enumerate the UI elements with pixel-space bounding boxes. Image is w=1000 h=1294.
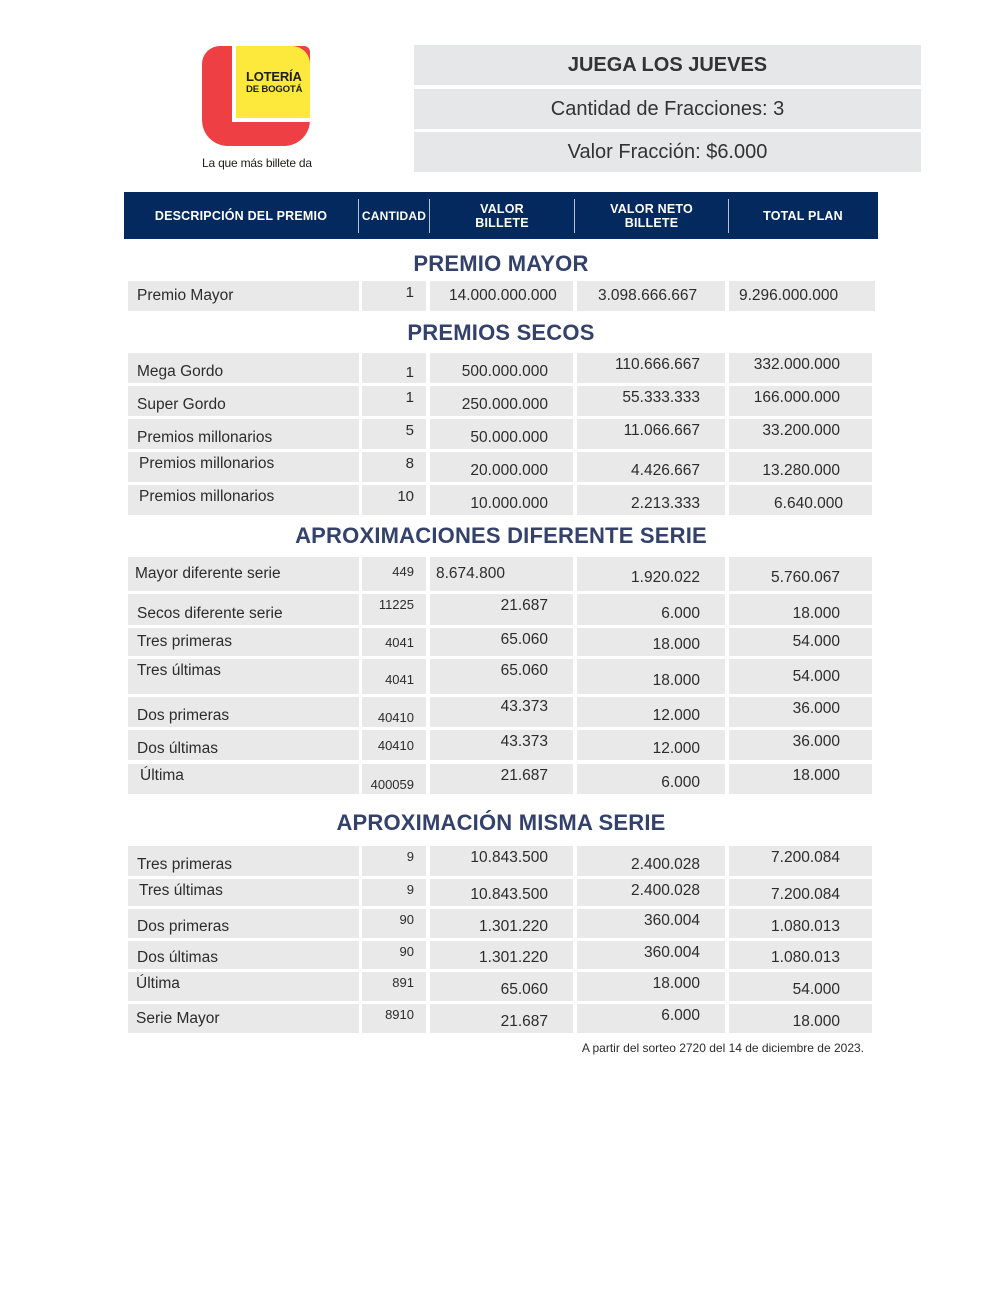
logo-text-line1: LOTERÍA (246, 69, 302, 84)
row-quantity: 8910 (362, 1004, 426, 1033)
row-description: Dos últimas (128, 730, 359, 760)
row-description: Super Gordo (128, 386, 359, 416)
table-header (124, 192, 878, 239)
section-title-premios-secos: PREMIOS SECOS (407, 320, 595, 345)
row-total-plan: 36.000 (729, 697, 872, 727)
row-quantity: 90 (362, 941, 426, 969)
row-value: 65.060 (430, 628, 573, 656)
row-description: Tres primeras (128, 846, 359, 876)
row-value: 50.000.000 (430, 419, 573, 449)
row-net-value: 110.666.667 (577, 353, 725, 383)
loteria-logo (202, 46, 310, 146)
row-description: Secos diferente serie (128, 594, 359, 625)
row-description: Dos últimas (128, 941, 359, 969)
row-quantity: 1 (362, 353, 426, 383)
logo-text-line2: DE BOGOTÁ (246, 84, 303, 95)
row-description: Mayor diferente serie (128, 557, 359, 591)
row-quantity: 10 (362, 485, 426, 515)
row-quantity: 1 (362, 281, 426, 311)
row-value: 8.674.800 (430, 557, 573, 591)
row-value: 20.000.000 (430, 452, 573, 482)
row-value: 10.843.500 (430, 879, 573, 906)
row-quantity: 891 (362, 972, 426, 1001)
header-net-line2: BILLETE (624, 215, 679, 230)
row-quantity: 11225 (362, 594, 426, 625)
header-net-value (575, 202, 728, 230)
row-value: 14.000.000.000 (430, 281, 573, 311)
row-value: 10.000.000 (430, 485, 573, 515)
play-day-box: JUEGA LOS JUEVES (414, 45, 921, 85)
row-quantity: 90 (362, 909, 426, 938)
row-total-plan: 7.200.084 (729, 846, 872, 876)
row-description: Mega Gordo (128, 353, 359, 383)
row-net-value: 2.400.028 (577, 846, 725, 876)
logo-yellow-shape (232, 46, 310, 122)
row-value: 65.060 (430, 972, 573, 1001)
row-net-value: 360.004 (577, 909, 725, 938)
row-quantity: 1 (362, 386, 426, 416)
row-value: 43.373 (430, 697, 573, 727)
header-total-plan: TOTAL PLAN (763, 208, 843, 223)
logo-tagline: La que más billete da (202, 156, 312, 170)
row-net-value: 18.000 (577, 659, 725, 694)
row-description: Premios millonarios (128, 452, 359, 482)
section-title-aproximacion-misma-serie: APROXIMACIÓN MISMA SERIE (336, 810, 666, 835)
header-description: DESCRIPCIÓN DEL PREMIO (154, 208, 328, 223)
row-value: 65.060 (430, 659, 573, 694)
row-value: 1.301.220 (430, 909, 573, 938)
row-net-value: 6.000 (577, 1004, 725, 1033)
row-quantity: 40410 (362, 730, 426, 760)
row-description: Premio Mayor (128, 281, 359, 311)
row-description: Dos primeras (128, 909, 359, 938)
row-net-value: 1.920.022 (577, 557, 725, 591)
header-quantity: CANTIDAD (361, 208, 427, 223)
row-net-value: 11.066.667 (577, 419, 725, 449)
row-quantity: 9 (362, 846, 426, 876)
row-quantity: 40410 (362, 697, 426, 727)
row-total-plan: 36.000 (729, 730, 872, 760)
row-description: Dos primeras (128, 697, 359, 727)
row-total-plan: 18.000 (729, 764, 872, 794)
row-net-value: 360.004 (577, 941, 725, 969)
row-quantity: 4041 (362, 628, 426, 656)
row-description: Tres primeras (128, 628, 359, 656)
row-description: Última (128, 764, 359, 794)
row-total-plan: 13.280.000 (729, 452, 872, 482)
footnote: A partir del sorteo 2720 del 14 de diciembre de 2023. (581, 1041, 864, 1055)
row-total-plan: 1.080.013 (729, 909, 872, 938)
row-total-plan: 5.760.067 (729, 557, 872, 591)
fraction-value-box: Valor Fracción: $6.000 (414, 132, 921, 172)
row-value: 21.687 (430, 764, 573, 794)
row-quantity: 449 (362, 557, 426, 591)
row-description: Tres últimas (128, 879, 359, 906)
row-description: Premios millonarios (128, 419, 359, 449)
row-net-value: 6.000 (577, 764, 725, 794)
row-net-value: 18.000 (577, 628, 725, 656)
header-value (430, 202, 574, 230)
row-description: Última (128, 972, 359, 1001)
section-title-aproximaciones-diferente-serie: APROXIMACIONES DIFERENTE SERIE (295, 523, 707, 548)
row-total-plan: 54.000 (729, 972, 872, 1001)
header-value-line1: VALOR (480, 201, 524, 216)
row-total-plan: 166.000.000 (729, 386, 872, 416)
row-quantity: 400059 (362, 764, 426, 794)
row-net-value: 12.000 (577, 730, 725, 760)
fractions-count-box: Cantidad de Fracciones: 3 (414, 89, 921, 129)
row-total-plan: 1.080.013 (729, 941, 872, 969)
row-quantity: 4041 (362, 659, 426, 694)
row-description: Serie Mayor (128, 1004, 359, 1033)
row-total-plan: 7.200.084 (729, 879, 872, 906)
row-quantity: 9 (362, 879, 426, 906)
row-total-plan: 33.200.000 (729, 419, 872, 449)
header-value-line2: BILLETE (475, 215, 529, 230)
row-net-value: 18.000 (577, 972, 725, 1001)
row-total-plan: 332.000.000 (729, 353, 872, 383)
row-value: 21.687 (430, 1004, 573, 1033)
row-value: 1.301.220 (430, 941, 573, 969)
row-quantity: 8 (362, 452, 426, 482)
row-value: 21.687 (430, 594, 573, 625)
row-total-plan: 54.000 (729, 659, 872, 694)
row-quantity: 5 (362, 419, 426, 449)
row-value: 10.843.500 (430, 846, 573, 876)
row-net-value: 2.213.333 (577, 485, 725, 515)
row-total-plan: 6.640.000 (729, 485, 872, 515)
row-net-value: 12.000 (577, 697, 725, 727)
row-net-value: 55.333.333 (577, 386, 725, 416)
row-total-plan: 18.000 (729, 594, 872, 625)
header-net-line1: VALOR NETO (610, 201, 693, 216)
row-description: Tres últimas (128, 659, 359, 694)
section-title-premio-mayor: PREMIO MAYOR (413, 251, 589, 276)
row-total-plan: 18.000 (729, 1004, 872, 1033)
row-net-value: 2.400.028 (577, 879, 725, 906)
row-description: Premios millonarios (128, 485, 359, 515)
row-value: 250.000.000 (430, 386, 573, 416)
row-value: 43.373 (430, 730, 573, 760)
row-value: 500.000.000 (430, 353, 573, 383)
row-net-value: 3.098.666.667 (577, 281, 725, 311)
row-net-value: 6.000 (577, 594, 725, 625)
row-total-plan: 54.000 (729, 628, 872, 656)
row-net-value: 4.426.667 (577, 452, 725, 482)
row-total-plan: 9.296.000.000 (729, 281, 875, 311)
